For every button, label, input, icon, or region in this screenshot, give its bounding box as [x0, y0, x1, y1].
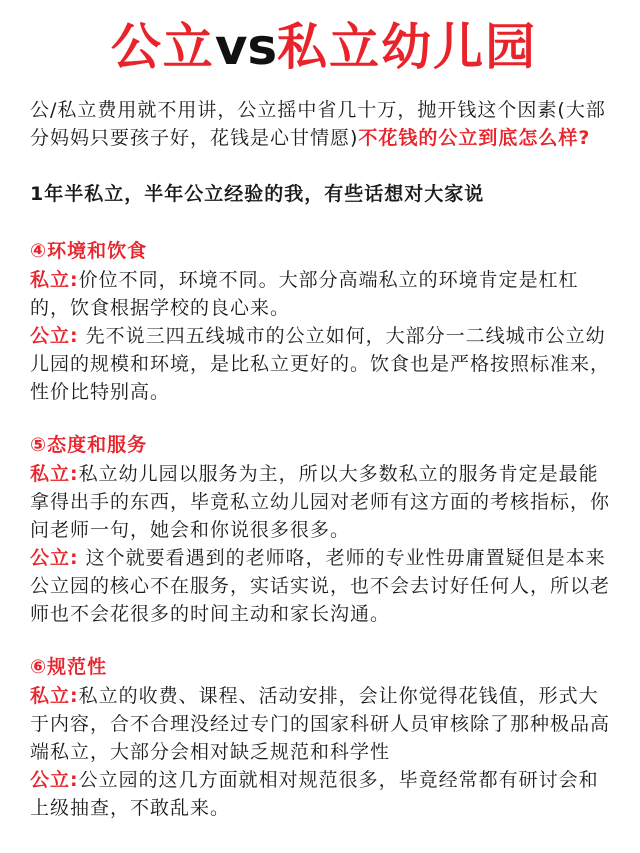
lead-sentence: 1年半私立，半年公立经验的我，有些话想对大家说 — [30, 183, 485, 205]
public-entry — [30, 544, 618, 628]
section-heading: ⑤态度和服务 — [30, 434, 148, 456]
private-label: 私立: — [30, 463, 79, 485]
private-entry — [30, 460, 618, 544]
spacer — [30, 208, 618, 236]
public-entry — [30, 766, 618, 822]
private-entry — [30, 266, 618, 322]
public-text: 先不说三四五线城市的公立如何，大部分一二线城市公立幼儿园的规模和环境，是比私立更好的。饮食也是严格按照标准来，性价比特别高。 — [30, 325, 611, 403]
title-vs: vs — [214, 18, 278, 76]
private-label: 私立: — [30, 269, 79, 291]
private-label: 私立: — [30, 685, 79, 707]
public-label: 公立: — [30, 547, 79, 569]
title-private-kindergarten: 私立幼儿园 — [277, 18, 538, 76]
private-entry — [30, 682, 618, 766]
public-text: 公立园的这几方面就相对规范很多，毕竟经常都有研讨会和上级抽查，不敢乱来。 — [30, 769, 599, 819]
page-title — [30, 14, 618, 84]
public-label: 公立: — [30, 769, 79, 791]
private-text: 价位不同，环境不同。大部分高端私立的环境肯定是杠杠的，饮食根据学校的良心来。 — [30, 269, 579, 319]
intro-text: 公/私立费用就不用讲，公立摇中省几十万，抛开钱这个因素(大部分妈妈只要孩子好，花钱是心甘情愿) — [30, 99, 606, 149]
public-label: 公立: — [30, 325, 79, 347]
section-environment-diet — [30, 236, 618, 406]
spacer — [30, 628, 618, 652]
spacer — [30, 152, 618, 180]
title-public: 公立 — [110, 18, 215, 76]
section-heading: ⑥规范性 — [30, 656, 108, 678]
public-entry — [30, 322, 618, 406]
section-attitude-service — [30, 430, 618, 628]
section-standardization — [30, 652, 618, 822]
intro-paragraph — [30, 96, 618, 152]
private-text: 私立幼儿园以服务为主，所以大多数私立的服务肯定是最能拿得出手的东西，毕竟私立幼儿园对老师有这方面的考核指标，你问老师一句，她会和你说很多很多。 — [30, 463, 611, 541]
spacer — [30, 406, 618, 430]
intro-highlight: 不花钱的公立到底怎么样? — [358, 127, 591, 149]
private-text: 私立的收费、课程、活动安排，会让你觉得花钱值，形式大于内容，合不合理没经过专门的国家科研人员审核除了那种极品高端私立，大部分会相对缺乏规范和科学性 — [30, 685, 611, 763]
section-heading: ④环境和饮食 — [30, 240, 148, 262]
public-text: 这个就要看遇到的老师咯，老师的专业性毋庸置疑但是本来公立园的核心不在服务，实话实说，也不会去讨好任何人，所以老师也不会花很多的时间主动和家长沟通。 — [30, 547, 611, 625]
